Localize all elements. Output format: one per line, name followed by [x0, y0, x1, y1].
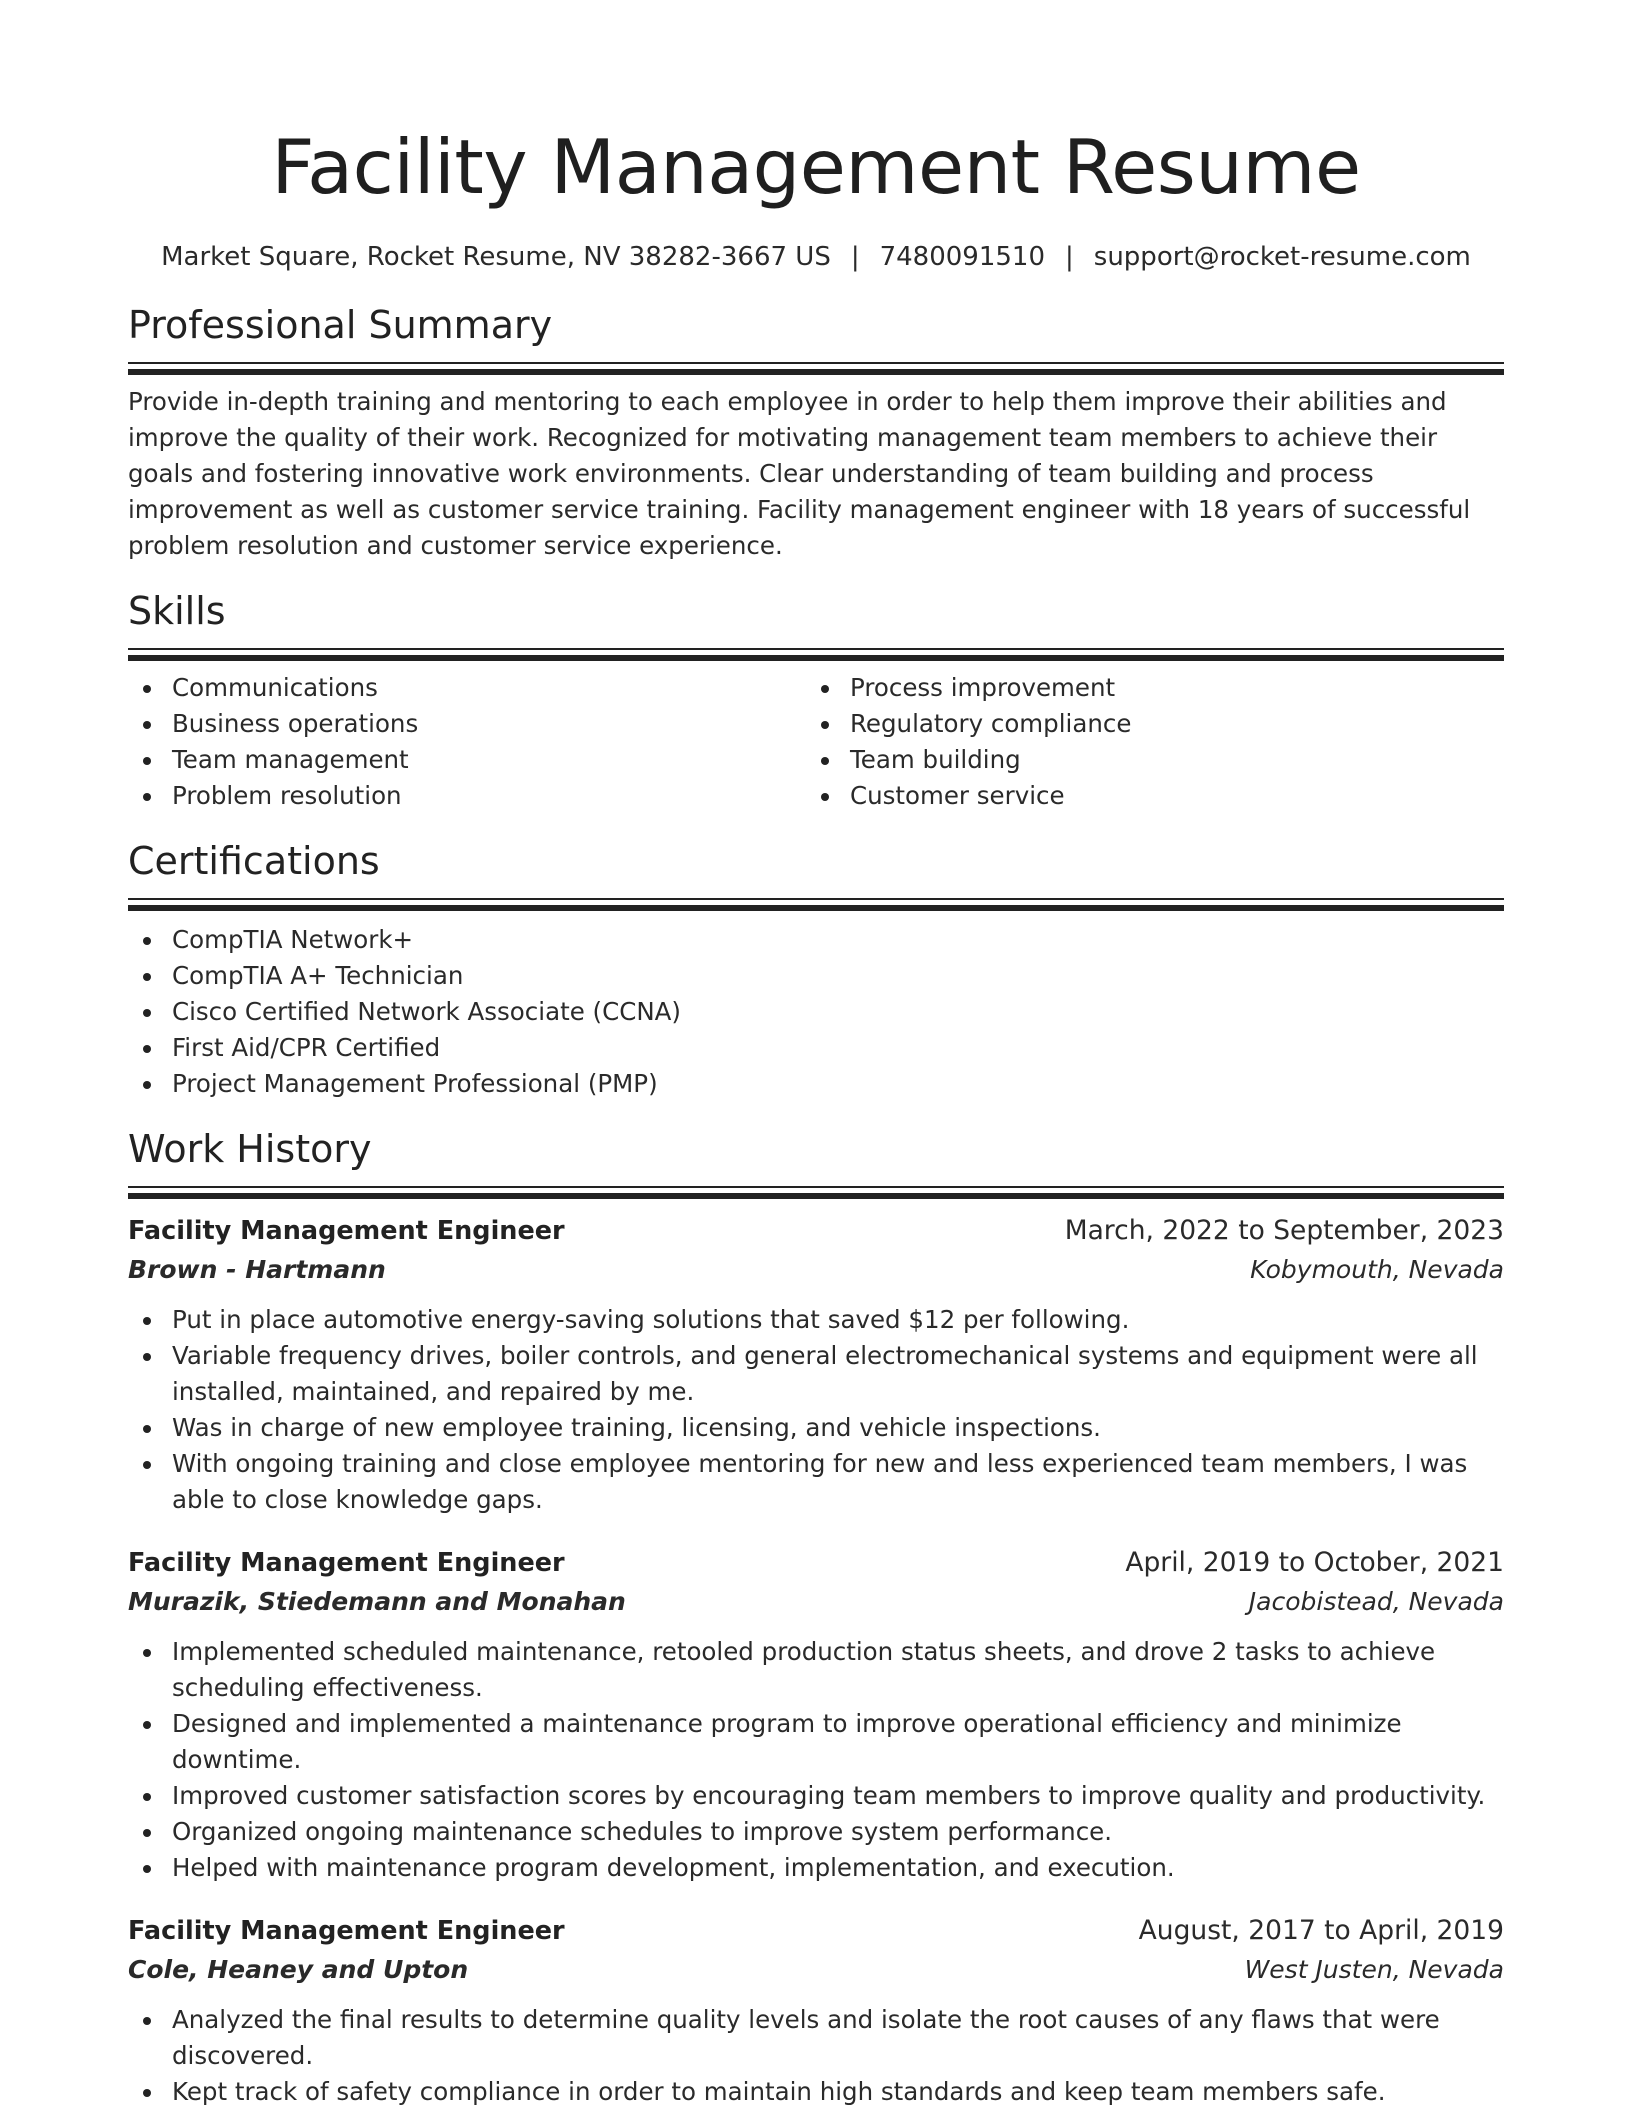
job-subheader [128, 1950, 1504, 1990]
section-divider [128, 648, 1504, 662]
job-dates: April, 2019 to October, 2021 [1125, 1547, 1504, 1578]
job-header [128, 1212, 1504, 1250]
certifications-list [128, 922, 1504, 1102]
skills-section [128, 588, 1504, 814]
job-bullet: Variable frequency drives, boiler controls, and general electromechanical systems and equipment were all installed, maintained, and repaired by me. [128, 1338, 1504, 1410]
job-title: Facility Management Engineer [128, 1216, 565, 1246]
skill-item: Regulatory compliance [806, 706, 1484, 742]
contact-address: Market Square, Rocket Resume, NV 38282-3667 US [161, 242, 831, 272]
job-company: Murazik, Stiedemann and Monahan [128, 1587, 626, 1616]
job-entry [128, 1544, 1504, 1886]
job-dates: August, 2017 to April, 2019 [1138, 1915, 1504, 1946]
certification-item: First Aid/CPR Certified [128, 1030, 1504, 1066]
skill-item: Team management [128, 742, 806, 778]
job-bullet: Designed and implemented a maintenance program to improve operational efficiency and minimize downtime. [128, 1706, 1504, 1778]
section-heading: Certifications [128, 839, 380, 883]
certification-item: CompTIA Network+ [128, 922, 1504, 958]
section-divider [128, 898, 1504, 912]
job-bullet: Implemented scheduled maintenance, retooled production status sheets, and drove 2 tasks to achieve scheduling effectiveness. [128, 1634, 1504, 1706]
job-title: Facility Management Engineer [128, 1916, 565, 1946]
skill-item: Process improvement [806, 670, 1484, 706]
skill-item: Communications [128, 670, 806, 706]
section-divider [128, 362, 1504, 376]
skill-item: Business operations [128, 706, 806, 742]
job-bullet: Was in charge of new employee training, licensing, and vehicle inspections. [128, 1410, 1504, 1446]
page-title: Facility Management Resume [271, 123, 1361, 211]
job-dates: March, 2022 to September, 2023 [1064, 1215, 1504, 1246]
certification-item: Project Management Professional (PMP) [128, 1066, 1504, 1102]
section-heading: Work History [128, 1127, 372, 1171]
section-heading: Professional Summary [128, 303, 553, 347]
contact-separator: | [1065, 242, 1074, 272]
job-header [128, 1544, 1504, 1582]
job-bullet: Put in place automotive energy-saving solutions that saved $12 per following. [128, 1302, 1504, 1338]
summary-text: Provide in-depth training and mentoring to each employee in order to help them improve their abilities and improve the quality of their work. Recognized for motivating management team members to achieve their goals and fostering innovative work environments. Clear understanding of team building and process improvement as well as customer service training. Facility management engineer with 18 years of successful problem resolution and customer service experience. [128, 387, 1471, 560]
skill-item: Problem resolution [128, 778, 806, 814]
job-header [128, 1912, 1504, 1950]
job-location: Kobymouth, Nevada [1250, 1255, 1504, 1284]
job-company: Cole, Heaney and Upton [128, 1955, 469, 1984]
job-entry [128, 1912, 1504, 2110]
certification-item: CompTIA A+ Technician [128, 958, 1504, 994]
job-bullets [128, 2002, 1504, 2110]
skill-item: Customer service [806, 778, 1484, 814]
skills-list-left [128, 670, 806, 814]
job-location: Jacobistead, Nevada [1248, 1587, 1504, 1616]
contact-line [128, 240, 1504, 274]
contact-separator: | [850, 242, 860, 272]
job-bullet: Analyzed the final results to determine quality levels and isolate the root causes of any flaws that were discovered. [128, 2002, 1504, 2074]
section-heading: Skills [128, 589, 226, 633]
skill-item: Team building [806, 742, 1484, 778]
job-bullets [128, 1302, 1504, 1518]
summary-section [128, 302, 1504, 564]
skills-grid [128, 670, 1504, 814]
job-bullet: Organized ongoing maintenance schedules to improve system performance. [128, 1814, 1504, 1850]
section-divider [128, 1186, 1504, 1200]
work-history-section [128, 1126, 1504, 2110]
certifications-section [128, 838, 1504, 1102]
job-bullet: Kept track of safety compliance in order to maintain high standards and keep team members safe. [128, 2074, 1504, 2110]
skills-list-right [806, 670, 1484, 814]
job-location: West Justen, Nevada [1244, 1955, 1504, 1984]
job-company: Brown - Hartmann [128, 1255, 386, 1284]
certification-item: Cisco Certified Network Associate (CCNA) [128, 994, 1504, 1030]
job-bullet: Improved customer satisfaction scores by encouraging team members to improve quality and productivity. [128, 1778, 1504, 1814]
job-bullets [128, 1634, 1504, 1886]
contact-phone: 7480091510 [879, 242, 1046, 272]
job-subheader [128, 1582, 1504, 1622]
job-bullet: Helped with maintenance program development, implementation, and execution. [128, 1850, 1504, 1886]
job-bullet: With ongoing training and close employee mentoring for new and less experienced team members, I was able to close knowledge gaps. [128, 1446, 1504, 1518]
resume-page [128, 0, 1504, 2110]
job-title: Facility Management Engineer [128, 1548, 565, 1578]
job-subheader [128, 1250, 1504, 1290]
job-entry [128, 1212, 1504, 1518]
contact-email: support@rocket-resume.com [1093, 242, 1471, 272]
